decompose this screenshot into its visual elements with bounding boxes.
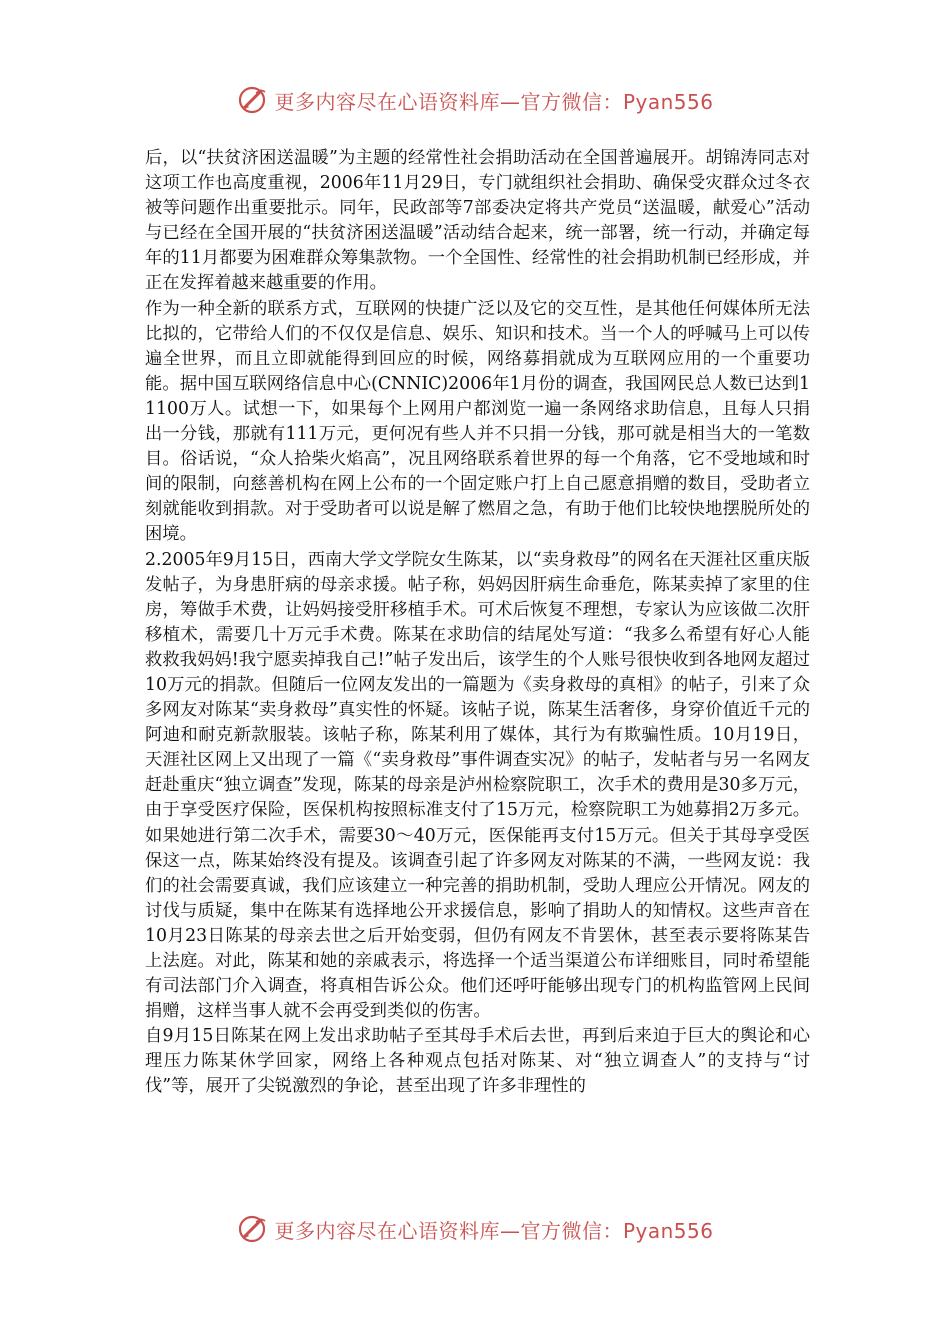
document-body bbox=[145, 146, 810, 1100]
footer-banner bbox=[0, 1209, 950, 1249]
banner-text: 更多内容尽在心语资料库—官方微信：Pyan556 bbox=[274, 1218, 714, 1243]
paragraph: 后，以“扶贫济困送温暖”为主题的经常性社会捐助活动在全国普遍展开。胡锦涛同志对这项工作也高度重视，2006年11月29日，专门就组织社会捐助、确保受灾群众过冬衣被等问题作出重要批示。同年，民政部等7部委决定将共产党员“送温暖，献爱心”活动与已经在全国开展的“扶贫济困送温暖”活动结合起来，统一部署，统一行动，并确定每年的11月都要为困难群众筹集款物。一个全国性、经常性的社会捐助机制已经形成，并正在发挥着越来越重要的作用。 bbox=[145, 148, 810, 294]
paragraph: 作为一种全新的联系方式，互联网的快捷广泛以及它的交互性，是其他任何媒体所无法比拟的，它带给人们的不仅仅是信息、娱乐、知识和技术。当一个人的呼喊马上可以传遍全世界，而且立即就能得到回应的时候，网络募捐就成为互联网应用的一个重要功能。据中国互联网络信息中心(CNNIC)2006年1月份的调查，我国网民总人数已达到11100万人。试想一下，如果每个上网用户都浏览一遍一条网络求助信息，且每人只捐出一分钱，那就有111万元，更何况有些人并不只捐一分钱，那可就是相当大的一笔数目。俗话说，“众人拾柴火焰高”，况且网络联系着世界的每一个角落，它不受地域和时间的限制，向慈善机构在网上公布的一个固定账户打上自己愿意捐赠的数目，受助者立刻就能收到捐款。对于受助者可以说是解了燃眉之急，有助于他们比较快地摆脱所处的困境。 bbox=[145, 298, 810, 545]
pen-logo-icon bbox=[236, 1212, 270, 1246]
paragraph: 2.2005年9月15日，西南大学文学院女生陈某，以“卖身救母”的网名在天涯社区重庆版发帖子，为身患肝病的母亲求援。帖子称，妈妈因肝病生命垂危，陈某卖掉了家里的住房，筹做手术费，让妈妈接受肝移植手术。可术后恢复不理想，专家认为应该做二次肝移植术，需要几十万元手术费。陈某在求助信的结尾处写道：“我多么希望有好心人能救救我妈妈!我宁愿卖掉我自己!”帖子发出后，该学生的个人账号很快收到各地网友超过10万元的捐款。但随后一位网友发出的一篇题为《卖身救母的真相》的帖子，引来了众多网友对陈某“卖身救母”真实性的怀疑。该帖子说，陈某生活奢侈，身穿价值近千元的阿迪和耐克新款服装。该帖子称，陈某利用了媒体，其行为有欺骗性质。10月19日，天涯社区网上又出现了一篇《“卖身救母”事件调查实况》的帖子，发帖者与另一名网友赶赴重庆“独立调查”发现，陈某的母亲是泸州检察院职工，次手术的费用是30多万元，由于享受医疗保险，医保机构按照标准支付了15万元，检察院职工为她募捐2万多元。如果她进行第二次手术，需要30～40万元，医保能再支付15万元。但关于其母享受医保这一点，陈某始终没有提及。该调查引起了许多网友对陈某的不满，一些网友说：我们的社会需要真诚，我们应该建立一种完善的捐助机制，受助人理应公开情况。网友的讨伐与质疑，集中在陈某有选择地公开求援信息，影响了捐助人的知情权。这些声音在10月23日陈某的母亲去世之后开始变弱，但仍有网友不肯罢休，甚至表示要将陈某告上法庭。对此，陈某和她的亲戚表示，将选择一个适当渠道公布详细账目，同时希望能有司法部门介入调查，将真相告诉公众。他们还呼吁能够出现专门的机构监管网上民间捐赠，这样当事人就不会再受到类似的伤害。 bbox=[145, 549, 810, 1022]
paragraph: 自9月15日陈某在网上发出求助帖子至其母手术后去世，再到后来迫于巨大的舆论和心理压力陈某休学回家，网络上各种观点包括对陈某、对“独立调查人”的支持与“讨伐”等，展开了尖锐激烈的争论，甚至出现了许多非理性的 bbox=[145, 1026, 810, 1097]
header-banner bbox=[0, 80, 950, 120]
pen-logo-icon bbox=[236, 83, 270, 117]
banner-text: 更多内容尽在心语资料库—官方微信：Pyan556 bbox=[274, 89, 714, 114]
